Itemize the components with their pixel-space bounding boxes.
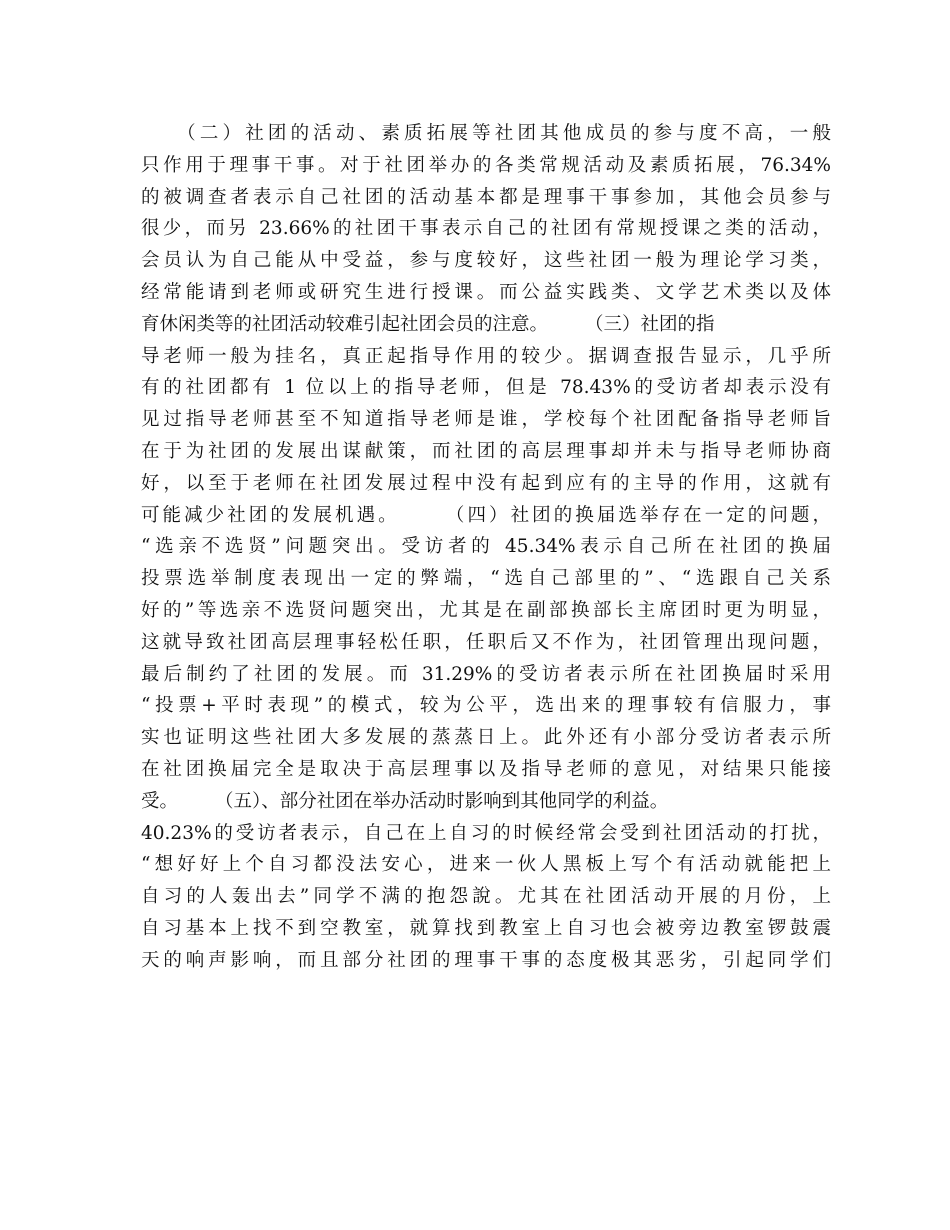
text-line: 导老师一般为挂名，真正起指导作用的较少。据调查报告显示，几乎所 (141, 345, 831, 367)
text-line: 经常能请到老师或研究生进行授课。而公益实践类、文学艺术类以及体 (141, 281, 831, 303)
text-line: 的被调查者表示自己社团的活动基本都是理事干事参加，其他会员参与 (141, 186, 831, 208)
body-paragraph (141, 118, 831, 977)
text-line: “投票+平时表现”的模式，较为公平，选出来的理事较有信服力，事 (141, 695, 831, 717)
text-line: 见过指导老师甚至不知道指导老师是谁，学校每个社团配备指导老师旨 (141, 409, 831, 431)
text-line: 最后制约了社团的发展。而 31.29%的受访者表示所在社团换届时采用 (141, 663, 831, 685)
text-line: 在社团换届完全是取决于高层理事以及指导老师的意见，对结果只能接 (141, 758, 831, 780)
text-line: 育休闲类等的社团活动较难引起社团会员的注意。 （三）社团的指 (141, 313, 715, 335)
text-line: 受。 （五）、部分社团在举办活动时影响到其他同学的利益。 (141, 790, 669, 812)
text-line: 天的响声影响，而且部分社团的理事干事的态度极其恶劣，引起同学们 (141, 949, 831, 971)
text-line: 会员认为自己能从中受益，参与度较好，这些社团一般为理论学习类， (141, 250, 831, 272)
text-line: 有的社团都有 1 位以上的指导老师，但是 78.43%的受访者却表示没有 (141, 377, 831, 399)
text-line: 可能减少社团的发展机遇。 （四）社团的换届选举存在一定的问题， (141, 504, 831, 526)
text-line: 投票选举制度表现出一定的弊端，“选自己部里的”、“选跟自己关系 (141, 568, 831, 590)
text-line: “想好好上个自习都没法安心，进来一伙人黑板上写个有活动就能把上 (141, 854, 831, 876)
text-line: 自习的人轰出去”同学不满的抱怨說。尤其在社团活动开展的月份，上 (141, 886, 831, 908)
text-line: （二）社团的活动、素质拓展等社团其他成员的参与度不高，一般 (141, 123, 831, 144)
text-line: 好，以至于老师在社团发展过程中没有起到应有的主导的作用，这就有 (141, 472, 831, 494)
text-line: 自习基本上找不到空教室，就算找到教室上自习也会被旁边教室锣鼓震 (141, 917, 831, 939)
text-line: 很少，而另 23.66%的社团干事表示自己的社团有常规授课之类的活动， (141, 218, 831, 240)
text-line: 40.23%的受访者表示，自己在上自习的时候经常会受到社团活动的打扰， (141, 822, 831, 844)
text-line: 好的”等选亲不选贤问题突出，尤其是在副部换部长主席团时更为明显， (141, 599, 831, 621)
text-line: “选亲不选贤”问题突出。受访者的 45.34%表示自己所在社团的换届 (141, 536, 831, 558)
text-line: 实也证明这些社团大多发展的蒸蒸日上。此外还有小部分受访者表示所 (141, 727, 831, 749)
text-line: 只作用于理事干事。对于社团举办的各类常规活动及素质拓展，76.34% (141, 154, 831, 176)
text-line: 这就导致社团高层理事轻松任职，任职后又不作为，社团管理出现问题， (141, 631, 831, 653)
text-line: 在于为社团的发展出谋献策，而社团的高层理事却并未与指导老师协商 (141, 440, 831, 462)
